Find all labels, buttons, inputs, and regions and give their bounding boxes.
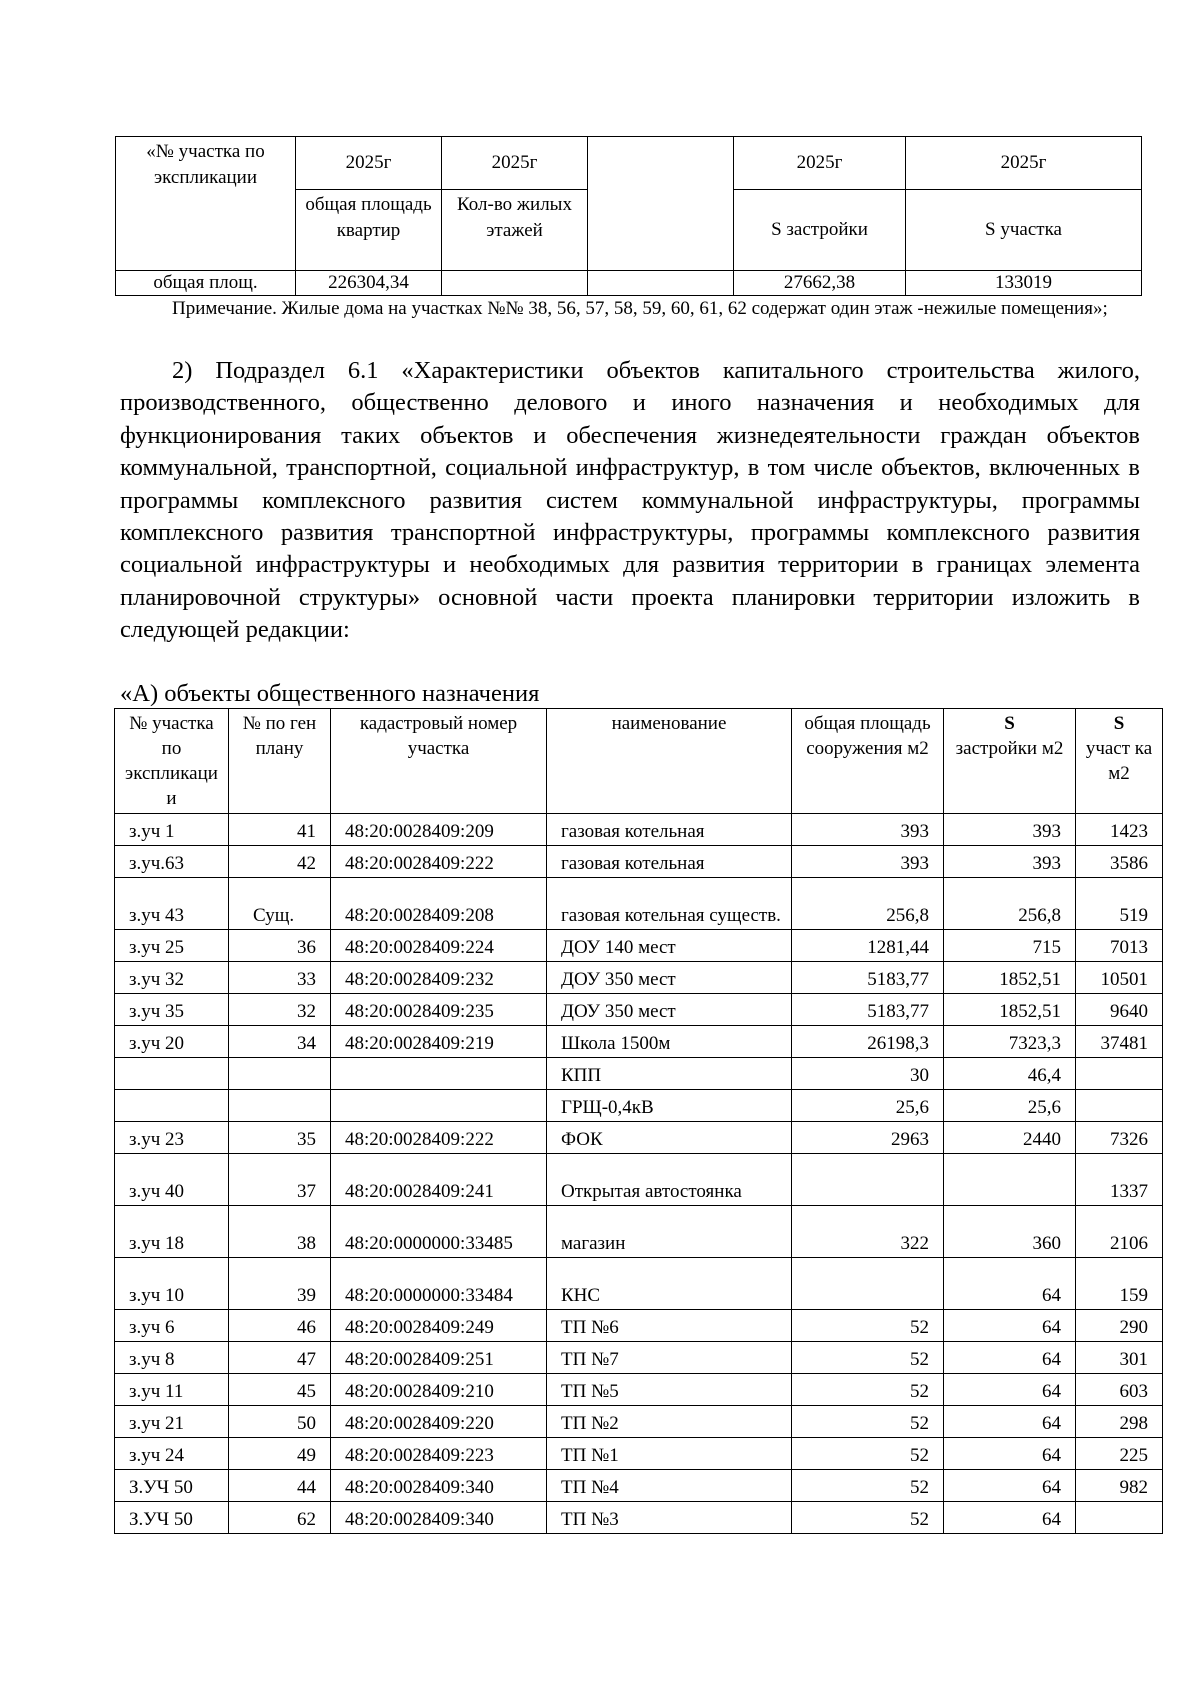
cell-s-plot: 3586 bbox=[1076, 846, 1163, 878]
cell-s-build: 393 bbox=[944, 846, 1076, 878]
cell-name: ТП №7 bbox=[547, 1342, 792, 1374]
table-row bbox=[115, 814, 1163, 846]
cell-s-build: 360 bbox=[944, 1206, 1076, 1258]
cell-s-build: 64 bbox=[944, 1310, 1076, 1342]
cell-s-build: 64 bbox=[944, 1470, 1076, 1502]
cell-cadastral: 48:20:0000000:33484 bbox=[331, 1258, 547, 1310]
cell-cadastral: 48:20:0028409:340 bbox=[331, 1502, 547, 1534]
cell-area: 52 bbox=[792, 1502, 944, 1534]
cell-name: ДОУ 140 мест bbox=[547, 930, 792, 962]
cell-cadastral: 48:20:0028409:209 bbox=[331, 814, 547, 846]
cell-cadastral: 48:20:0000000:33485 bbox=[331, 1206, 547, 1258]
cell-cadastral: 48:20:0028409:220 bbox=[331, 1406, 547, 1438]
cell-gen: 50 bbox=[229, 1406, 331, 1438]
cell-s-build: 2440 bbox=[944, 1122, 1076, 1154]
cell-name: ГРЩ-0,4кВ bbox=[547, 1090, 792, 1122]
cell-name: ТП №1 bbox=[547, 1438, 792, 1470]
cell-s-plot: 603 bbox=[1076, 1374, 1163, 1406]
cell-plot: з.уч 18 bbox=[115, 1206, 229, 1258]
cell-area: 393 bbox=[792, 814, 944, 846]
summary-header-total-area: общая площадь квартир bbox=[296, 190, 442, 271]
cell-plot: з.уч 6 bbox=[115, 1310, 229, 1342]
summary-header-empty bbox=[588, 137, 734, 271]
summary-total-empty bbox=[588, 271, 734, 296]
summary-total-area: 226304,34 bbox=[296, 271, 442, 296]
summary-header-s-build: S застройки bbox=[734, 190, 906, 271]
table-header-row bbox=[115, 709, 1163, 814]
cell-name: КНС bbox=[547, 1258, 792, 1310]
cell-area: 26198,3 bbox=[792, 1026, 944, 1058]
cell-s-plot: 290 bbox=[1076, 1310, 1163, 1342]
cell-plot: з.уч 24 bbox=[115, 1438, 229, 1470]
cell-gen: 38 bbox=[229, 1206, 331, 1258]
cell-area: 52 bbox=[792, 1374, 944, 1406]
cell-s-plot: 982 bbox=[1076, 1470, 1163, 1502]
cell-cadastral bbox=[331, 1058, 547, 1090]
header-s-plot-label: участ ка м2 bbox=[1085, 738, 1153, 784]
cell-s-build: 64 bbox=[944, 1374, 1076, 1406]
summary-header-year-plot: 2025г bbox=[906, 137, 1142, 190]
cell-area: 52 bbox=[792, 1310, 944, 1342]
summary-header-floors: Кол-во жилых этажей bbox=[442, 190, 588, 271]
cell-s-plot: 2106 bbox=[1076, 1206, 1163, 1258]
summary-header-plot-number: «№ участка по экспликации bbox=[116, 137, 296, 271]
cell-cadastral: 48:20:0028409:340 bbox=[331, 1470, 547, 1502]
cell-s-build: 715 bbox=[944, 930, 1076, 962]
cell-area: 5183,77 bbox=[792, 994, 944, 1026]
table-row bbox=[115, 1470, 1163, 1502]
cell-gen: 33 bbox=[229, 962, 331, 994]
summary-header-row-1 bbox=[116, 137, 1142, 190]
cell-name: ТП №4 bbox=[547, 1470, 792, 1502]
cell-s-plot: 37481 bbox=[1076, 1026, 1163, 1058]
cell-cadastral: 48:20:0028409:241 bbox=[331, 1154, 547, 1206]
cell-gen: 46 bbox=[229, 1310, 331, 1342]
cell-area: 5183,77 bbox=[792, 962, 944, 994]
cell-cadastral: 48:20:0028409:208 bbox=[331, 878, 547, 930]
cell-plot: З.УЧ 50 bbox=[115, 1470, 229, 1502]
table-row bbox=[115, 994, 1163, 1026]
cell-s-plot bbox=[1076, 1058, 1163, 1090]
summary-header-s-plot: S участка bbox=[906, 190, 1142, 271]
cell-cadastral: 48:20:0028409:251 bbox=[331, 1342, 547, 1374]
cell-s-plot: 10501 bbox=[1076, 962, 1163, 994]
summary-header-year-floors: 2025г bbox=[442, 137, 588, 190]
cell-area: 30 bbox=[792, 1058, 944, 1090]
header-s-plot-symbol: S bbox=[1113, 713, 1125, 734]
cell-name: ТП №2 bbox=[547, 1406, 792, 1438]
header-s-build-symbol: S bbox=[1004, 713, 1015, 734]
public-objects-table bbox=[114, 708, 1163, 1534]
cell-s-plot: 301 bbox=[1076, 1342, 1163, 1374]
cell-s-build: 393 bbox=[944, 814, 1076, 846]
cell-cadastral: 48:20:0028409:224 bbox=[331, 930, 547, 962]
cell-gen: 47 bbox=[229, 1342, 331, 1374]
cell-plot: з.уч 10 bbox=[115, 1258, 229, 1310]
summary-total-label: общая площ. bbox=[116, 271, 296, 296]
cell-s-plot: 159 bbox=[1076, 1258, 1163, 1310]
cell-name: газовая котельная bbox=[547, 846, 792, 878]
cell-gen: 62 bbox=[229, 1502, 331, 1534]
cell-gen bbox=[229, 1090, 331, 1122]
cell-plot bbox=[115, 1058, 229, 1090]
header-gen-plan-number: № по ген плану bbox=[229, 709, 331, 814]
header-plot-number: № участка по экспликаци и bbox=[115, 709, 229, 814]
header-cadastral-number: кадастровый номер участка bbox=[331, 709, 547, 814]
summary-table bbox=[115, 136, 1142, 296]
summary-header-year-build: 2025г bbox=[734, 137, 906, 190]
cell-gen: Сущ. bbox=[229, 878, 331, 930]
cell-area: 52 bbox=[792, 1406, 944, 1438]
cell-plot: з.уч 21 bbox=[115, 1406, 229, 1438]
cell-plot: з.уч.63 bbox=[115, 846, 229, 878]
cell-plot: з.уч 20 bbox=[115, 1026, 229, 1058]
cell-gen: 34 bbox=[229, 1026, 331, 1058]
header-s-plot bbox=[1076, 709, 1163, 814]
cell-gen bbox=[229, 1058, 331, 1090]
cell-gen: 42 bbox=[229, 846, 331, 878]
cell-s-build bbox=[944, 1154, 1076, 1206]
summary-header-year-area: 2025г bbox=[296, 137, 442, 190]
cell-s-build: 64 bbox=[944, 1406, 1076, 1438]
cell-s-build: 64 bbox=[944, 1502, 1076, 1534]
cell-gen: 36 bbox=[229, 930, 331, 962]
table-row bbox=[115, 930, 1163, 962]
cell-s-build: 64 bbox=[944, 1258, 1076, 1310]
cell-plot: з.уч 8 bbox=[115, 1342, 229, 1374]
table-note: Примечание. Жилые дома на участках №№ 38, 56, 57, 58, 59, 60, 61, 62 содержат один этаж -нежилые помещения»; bbox=[172, 298, 1108, 319]
cell-name: газовая котельная существ. bbox=[547, 878, 792, 930]
cell-plot: з.уч 43 bbox=[115, 878, 229, 930]
summary-total-s-plot: 133019 bbox=[906, 271, 1142, 296]
cell-name: ФОК bbox=[547, 1122, 792, 1154]
cell-area bbox=[792, 1154, 944, 1206]
cell-s-build: 256,8 bbox=[944, 878, 1076, 930]
header-s-build bbox=[944, 709, 1076, 814]
table-row bbox=[115, 1502, 1163, 1534]
cell-cadastral: 48:20:0028409:235 bbox=[331, 994, 547, 1026]
cell-plot: з.уч 35 bbox=[115, 994, 229, 1026]
cell-gen: 32 bbox=[229, 994, 331, 1026]
table-row bbox=[115, 1058, 1163, 1090]
section-a-heading: «А) объекты общественного назначения bbox=[120, 680, 540, 707]
cell-area: 393 bbox=[792, 846, 944, 878]
cell-name: Школа 1500м bbox=[547, 1026, 792, 1058]
cell-name: ТП №6 bbox=[547, 1310, 792, 1342]
cell-area: 52 bbox=[792, 1342, 944, 1374]
cell-s-build: 25,6 bbox=[944, 1090, 1076, 1122]
cell-cadastral: 48:20:0028409:232 bbox=[331, 962, 547, 994]
table-row bbox=[115, 1206, 1163, 1258]
cell-plot: з.уч 32 bbox=[115, 962, 229, 994]
table-row bbox=[115, 962, 1163, 994]
cell-s-plot: 225 bbox=[1076, 1438, 1163, 1470]
cell-s-plot bbox=[1076, 1090, 1163, 1122]
cell-name: ТП №3 bbox=[547, 1502, 792, 1534]
table-row bbox=[115, 846, 1163, 878]
cell-area bbox=[792, 1258, 944, 1310]
table-row bbox=[115, 1438, 1163, 1470]
cell-gen: 39 bbox=[229, 1258, 331, 1310]
table-row bbox=[115, 1374, 1163, 1406]
cell-area: 256,8 bbox=[792, 878, 944, 930]
cell-plot: З.УЧ 50 bbox=[115, 1502, 229, 1534]
cell-area: 322 bbox=[792, 1206, 944, 1258]
cell-name: ДОУ 350 мест bbox=[547, 962, 792, 994]
subsection-paragraph: 2) Подраздел 6.1 «Характеристики объектов капитального строительства жилого, производственного, общественно делового и иного назначения и необходимых для функционирования таких объектов и обеспечения жизнедеятельности граждан объектов коммунальной, транспортной, социальной инфраструктур, в том числе объектов, включенных в программы комплексного развития систем коммунальной инфраструктуры, программы комплексного развития транспортной инфраструктуры, программы комплексного развития социальной инфраструктуры и необходимых для развития территории в границах элемента планировочной структуры» основной части проекта планировки территории изложить в следующей редакции: bbox=[120, 357, 1140, 644]
cell-name: ТП №5 bbox=[547, 1374, 792, 1406]
cell-gen: 41 bbox=[229, 814, 331, 846]
table-row bbox=[115, 1310, 1163, 1342]
cell-cadastral: 48:20:0028409:223 bbox=[331, 1438, 547, 1470]
header-name: наименование bbox=[547, 709, 792, 814]
cell-plot: з.уч 40 bbox=[115, 1154, 229, 1206]
cell-area: 25,6 bbox=[792, 1090, 944, 1122]
summary-total-s-build: 27662,38 bbox=[734, 271, 906, 296]
cell-area: 52 bbox=[792, 1438, 944, 1470]
table-row bbox=[115, 1026, 1163, 1058]
cell-cadastral: 48:20:0028409:219 bbox=[331, 1026, 547, 1058]
cell-s-plot: 7013 bbox=[1076, 930, 1163, 962]
summary-total-floors bbox=[442, 271, 588, 296]
table-row bbox=[115, 878, 1163, 930]
table-row bbox=[115, 1122, 1163, 1154]
cell-plot bbox=[115, 1090, 229, 1122]
cell-cadastral: 48:20:0028409:222 bbox=[331, 1122, 547, 1154]
cell-gen: 45 bbox=[229, 1374, 331, 1406]
cell-plot: з.уч 23 bbox=[115, 1122, 229, 1154]
table-row bbox=[115, 1406, 1163, 1438]
summary-total-row bbox=[116, 271, 1142, 296]
cell-cadastral bbox=[331, 1090, 547, 1122]
cell-cadastral: 48:20:0028409:210 bbox=[331, 1374, 547, 1406]
cell-name: Открытая автостоянка bbox=[547, 1154, 792, 1206]
cell-s-plot bbox=[1076, 1502, 1163, 1534]
cell-s-plot: 9640 bbox=[1076, 994, 1163, 1026]
cell-plot: з.уч 11 bbox=[115, 1374, 229, 1406]
cell-gen: 49 bbox=[229, 1438, 331, 1470]
cell-area: 1281,44 bbox=[792, 930, 944, 962]
table-row bbox=[115, 1342, 1163, 1374]
cell-s-build: 1852,51 bbox=[944, 994, 1076, 1026]
cell-area: 2963 bbox=[792, 1122, 944, 1154]
header-s-build-label: застройки м2 bbox=[955, 738, 1064, 759]
cell-s-plot: 519 bbox=[1076, 878, 1163, 930]
cell-s-build: 1852,51 bbox=[944, 962, 1076, 994]
cell-s-plot: 1423 bbox=[1076, 814, 1163, 846]
cell-s-build: 7323,3 bbox=[944, 1026, 1076, 1058]
table-row bbox=[115, 1090, 1163, 1122]
cell-gen: 44 bbox=[229, 1470, 331, 1502]
cell-s-build: 46,4 bbox=[944, 1058, 1076, 1090]
cell-plot: з.уч 25 bbox=[115, 930, 229, 962]
table-row bbox=[115, 1154, 1163, 1206]
cell-area: 52 bbox=[792, 1470, 944, 1502]
cell-name: магазин bbox=[547, 1206, 792, 1258]
table-row bbox=[115, 1258, 1163, 1310]
cell-s-build: 64 bbox=[944, 1438, 1076, 1470]
header-total-area: общая площадь сооружения м2 bbox=[792, 709, 944, 814]
cell-gen: 37 bbox=[229, 1154, 331, 1206]
cell-s-plot: 298 bbox=[1076, 1406, 1163, 1438]
cell-cadastral: 48:20:0028409:249 bbox=[331, 1310, 547, 1342]
cell-s-build: 64 bbox=[944, 1342, 1076, 1374]
cell-s-plot: 1337 bbox=[1076, 1154, 1163, 1206]
cell-name: ДОУ 350 мест bbox=[547, 994, 792, 1026]
cell-name: КПП bbox=[547, 1058, 792, 1090]
cell-s-plot: 7326 bbox=[1076, 1122, 1163, 1154]
cell-gen: 35 bbox=[229, 1122, 331, 1154]
cell-cadastral: 48:20:0028409:222 bbox=[331, 846, 547, 878]
cell-plot: з.уч 1 bbox=[115, 814, 229, 846]
cell-name: газовая котельная bbox=[547, 814, 792, 846]
